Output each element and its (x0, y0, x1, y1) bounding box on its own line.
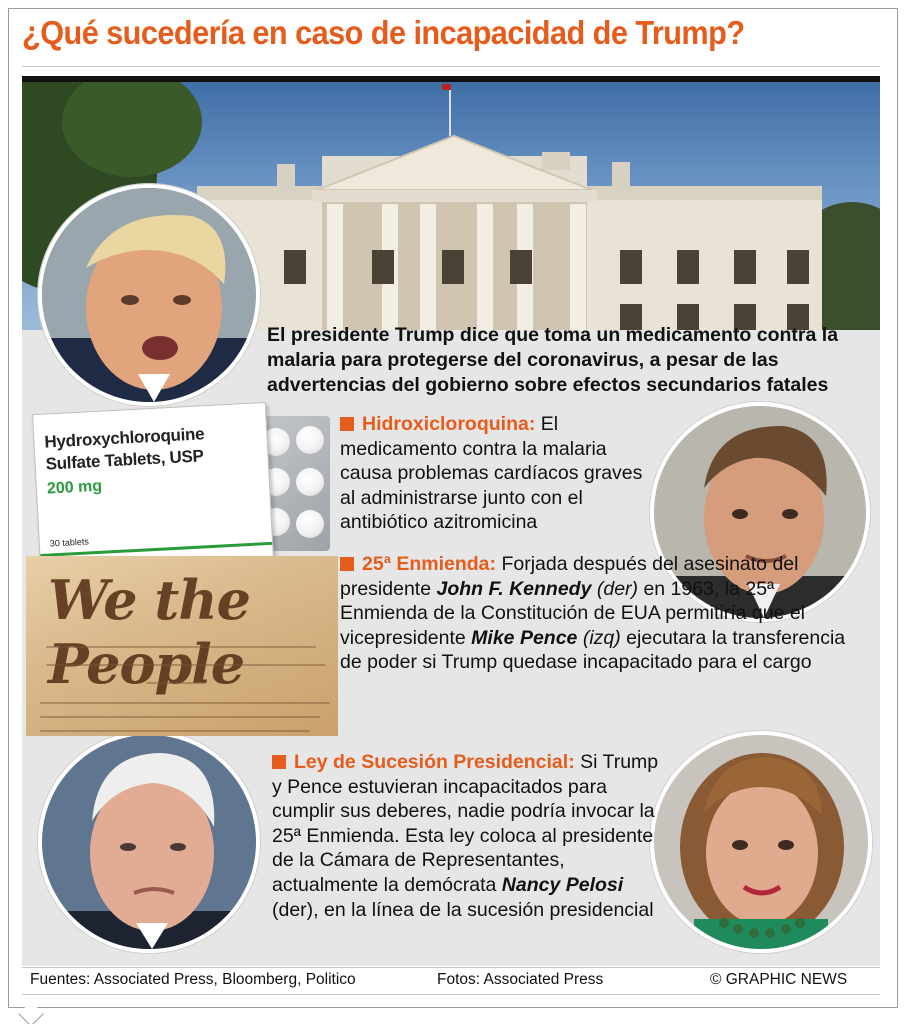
photos-credit: Fotos: Associated Press (437, 971, 604, 988)
person-name: John F. Kennedy (436, 577, 592, 600)
section-heading: Hidroxicloroquina: (362, 413, 536, 435)
footer-bottom-divider (22, 994, 880, 995)
medicine-box (32, 402, 274, 572)
bullet-square-icon (340, 557, 354, 571)
bullet-square-icon (272, 755, 286, 769)
section-ley-sucesion (272, 750, 662, 922)
constitution-image (26, 556, 338, 736)
section-text: El medicamento contra la malaria causa problemas cardíacos graves al administrarse junto con el antibiótico azitromicina (340, 413, 643, 534)
sources-credit: Fuentes: Associated Press, Bloomberg, Politico (30, 971, 356, 988)
section-enmienda (340, 552, 860, 675)
pelosi-portrait (650, 731, 872, 953)
pence-portrait (38, 731, 260, 953)
trump-portrait (38, 184, 260, 406)
main-panel (22, 76, 880, 966)
medicine-dose: 200 mg (46, 477, 103, 498)
section-text: (der), en la línea de la sucesión presidencial (272, 898, 654, 921)
section-text: en 1963, la 25ª Enmienda de la Constitución de EUA permitiría que el vicepresidente (340, 577, 806, 649)
section-hidroxicloroquina (340, 412, 650, 535)
position-note: (izq) (582, 626, 621, 649)
person-name: Nancy Pelosi (501, 873, 624, 896)
section-heading: 25ª Enmienda: (362, 553, 497, 575)
headline: El presidente Trump dice que toma un medicamento contra la malaria para protegerse del coronavirus, a pesar de las advertencias del gobierno sobre efectos secundarios fatales (267, 324, 839, 396)
we-the-people-text: We the People (48, 568, 250, 696)
position-note: (der) (596, 577, 639, 600)
person-name: Mike Pence (471, 626, 578, 649)
medicine-type: Sulfate Tablets, USP (45, 446, 204, 474)
section-heading: Ley de Sucesión Presidencial: (294, 751, 575, 773)
medicine-name: Hydroxychloroquine (44, 424, 205, 452)
graphic-news-credit: © GRAPHIC NEWS (710, 971, 848, 988)
medicine-count: 30 tablets (49, 536, 90, 549)
section-text: Forjada después del asesinato del presidente (340, 553, 799, 600)
title-divider (22, 66, 880, 67)
section-text: ejecutara la transferencia de poder si Trump quedase incapacitado para el cargo (340, 626, 846, 674)
section-text: Si Trump y Pence estuvieran incapacitados para cumplir sus deberes, nadie podría invocar la 25ª Enmienda. Esta ley coloca al presidente de la Cámara de Representantes, actualmente la demócrata (272, 751, 659, 896)
footer-divider (22, 967, 880, 968)
bullet-square-icon (340, 417, 354, 431)
page-title: ¿Qué sucedería en caso de incapacidad de Trump? (22, 14, 745, 51)
